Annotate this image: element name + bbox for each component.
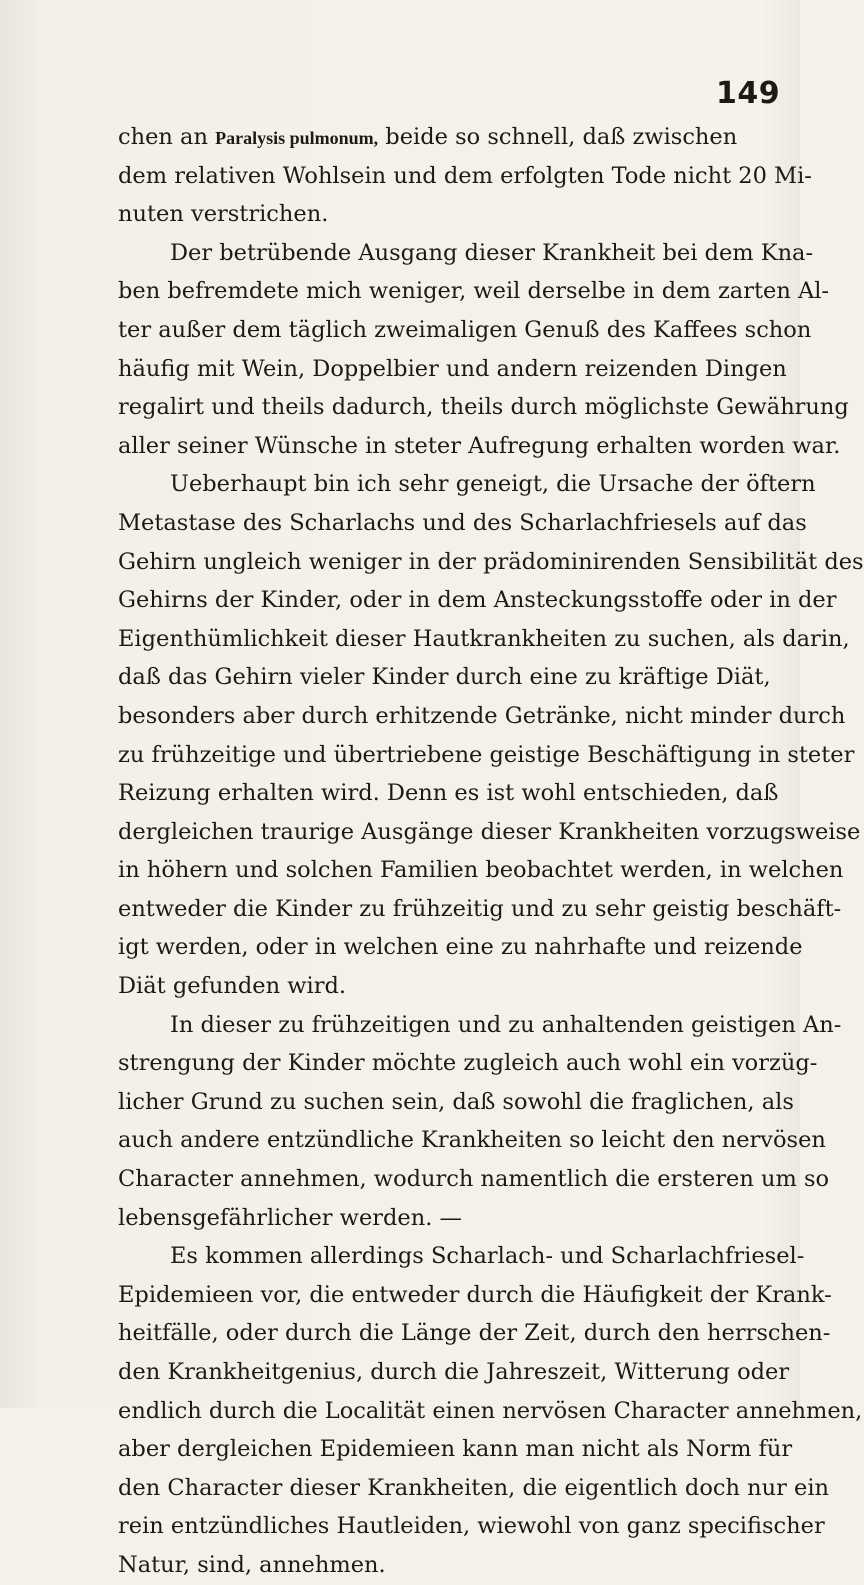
- text-run: auch andere entzündliche Krankheiten so leicht den nervösen: [118, 1127, 826, 1154]
- text-line: [118, 1160, 830, 1199]
- text-run: igt werden, oder in welchen eine zu nahrhafte und reizende: [118, 934, 803, 961]
- text-line: [118, 118, 738, 157]
- text-run: Character annehmen, wodurch namentlich die ersteren um so: [118, 1166, 830, 1193]
- text-line: [118, 272, 830, 311]
- text-run: dem relativen Wohlsein und dem erfolgten Tode nicht 20 Mi-: [118, 162, 812, 189]
- text-run: daß das Gehirn vieler Kinder durch eine zu kräftige Diät,: [118, 664, 771, 691]
- text-run: aber dergleichen Epidemieen kann man nicht als Norm für: [118, 1436, 793, 1463]
- text-run: den Character dieser Krankheiten, die eigentlich doch nur ein: [118, 1474, 830, 1501]
- text-line: [118, 427, 841, 466]
- text-run: Epidemieen vor, die entweder durch die Häufigkeit der Krank-: [118, 1281, 832, 1308]
- text-line: [118, 1430, 793, 1469]
- text-line: [118, 1392, 863, 1431]
- text-run: dergleichen traurige Ausgänge dieser Krankheiten vorzugsweise: [118, 818, 861, 845]
- text-line: [118, 234, 814, 273]
- text-run: Es kommen allerdings Scharlach- und Scharlachfriesel-: [170, 1243, 805, 1270]
- text-line: [118, 388, 849, 427]
- text-line: [118, 658, 771, 697]
- text-run: rein entzündliches Hautleiden, wiewohl von ganz specifischer: [118, 1513, 825, 1540]
- text-run: den Krankheitgenius, durch die Jahreszeit, Witterung oder: [118, 1359, 790, 1385]
- text-run: Diät gefunden wird.: [118, 973, 346, 1000]
- text-line: [118, 465, 816, 504]
- text-line: [118, 851, 844, 890]
- text-run: chen an: [118, 124, 216, 150]
- text-run: Der betrübende Ausgang dieser Krankheit bei dem Kna-: [170, 239, 814, 266]
- text-run: in höhern und solchen Familien beobachtet werden, in welchen: [118, 857, 844, 884]
- text-line: [118, 1314, 831, 1353]
- text-run: nuten verstrichen.: [118, 201, 329, 228]
- text-line: [118, 350, 787, 389]
- text-line: [118, 1044, 818, 1083]
- text-run: Ueberhaupt bin ich sehr geneigt, die Ursache der öftern: [170, 471, 816, 498]
- text-run: ter außer dem täglich zweimaligen Genuß des Kaffees schon: [118, 316, 812, 343]
- text-run: In dieser zu frühzeitigen und zu anhaltenden geistigen An-: [170, 1011, 842, 1038]
- text-run: heitfälle, oder durch die Länge der Zeit, durch den herrschen-: [118, 1320, 831, 1347]
- text-run: Reizung erhalten wird. Denn es ist wohl entschieden, daß: [118, 780, 779, 807]
- text-run: aller seiner Wünsche in steter Aufregung erhalten worden war.: [118, 432, 841, 459]
- text-line: [118, 1276, 832, 1315]
- text-run: Gehirns der Kinder, oder in dem Ansteckungsstoffe oder in der: [118, 587, 837, 614]
- text-run: entweder die Kinder zu frühzeitig und zu sehr geistig beschäft-: [118, 895, 842, 922]
- text-line: [118, 1083, 794, 1122]
- text-run: lebensgefährlicher werden. —: [118, 1204, 463, 1231]
- text-run: Natur, sind, annehmen.: [118, 1551, 386, 1578]
- text-line: [118, 1507, 825, 1546]
- text-line: [118, 311, 812, 350]
- text-line: [118, 581, 837, 620]
- text-line: [118, 813, 861, 852]
- text-line: [118, 157, 812, 196]
- text-run: Eigenthümlichkeit dieser Hautkrankheiten zu suchen, als darin,: [118, 625, 850, 652]
- text-line: [118, 1546, 728, 1585]
- text-line: [118, 890, 842, 929]
- body-text: [118, 118, 864, 1585]
- text-line: [118, 1199, 728, 1238]
- text-line: [118, 774, 779, 813]
- text-line: [118, 620, 850, 659]
- text-run: Metastase des Scharlachs und des Scharlachfriesels auf das: [118, 509, 807, 536]
- latin-term: Paralysis pulmonum,: [215, 128, 379, 148]
- text-run: beide so schnell, daß zwischen: [378, 124, 738, 150]
- text-run: strengung der Kinder möchte zugleich auch wohl ein vorzüg-: [118, 1050, 818, 1077]
- text-line: [118, 504, 807, 543]
- text-run: zu frühzeitige und übertriebene geistige Beschäftigung in steter: [118, 741, 855, 768]
- text-line: [118, 736, 855, 775]
- text-line: [118, 1469, 830, 1508]
- text-run: besonders aber durch erhitzende Getränke, nicht minder durch: [118, 702, 846, 729]
- text-run: regalirt und theils dadurch, theils durch möglichste Gewährung: [118, 394, 849, 421]
- text-run: Gehirn ungleich weniger in der prädominirenden Sensibilität des: [118, 548, 864, 575]
- text-line: [118, 928, 803, 967]
- text-line: [118, 1121, 826, 1160]
- text-line: [118, 967, 728, 1006]
- text-run: ben befremdete mich weniger, weil derselbe in dem zarten Al-: [118, 278, 830, 305]
- text-line: [118, 697, 846, 736]
- page-number: 149: [716, 76, 781, 111]
- text-line: [118, 1237, 805, 1276]
- text-line: [118, 543, 864, 582]
- text-line: [118, 1006, 842, 1045]
- text-line: [118, 195, 728, 234]
- text-line: [118, 1353, 790, 1392]
- text-run: häufig mit Wein, Doppelbier und andern reizenden Dingen: [118, 355, 787, 382]
- text-run: licher Grund zu suchen sein, daß sowohl die fraglichen, als: [118, 1088, 794, 1115]
- text-run: endlich durch die Localität einen nervösen Character annehmen,: [118, 1397, 863, 1424]
